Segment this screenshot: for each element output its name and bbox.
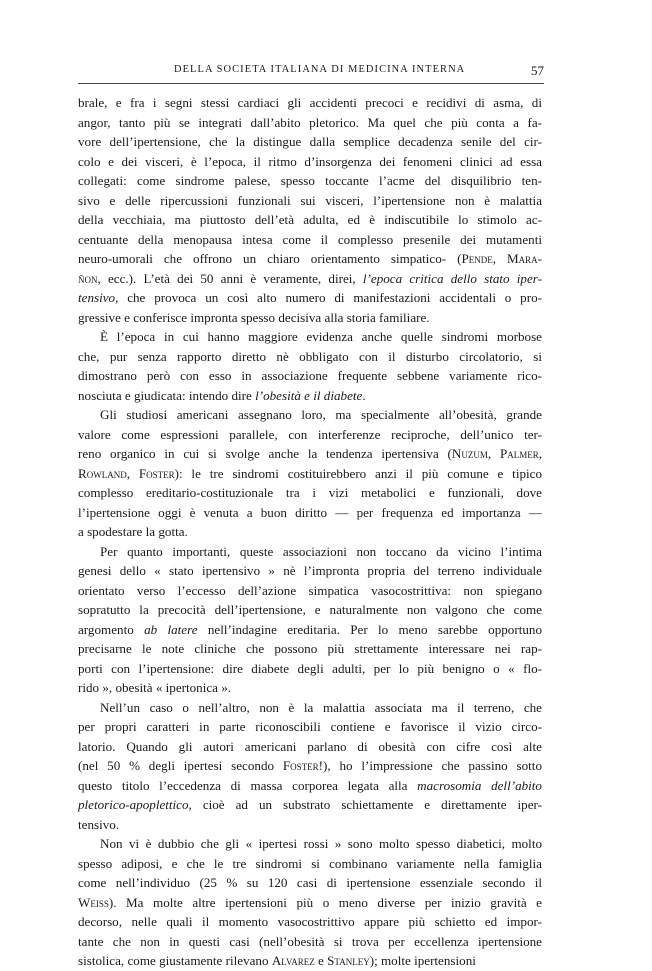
text-run: Per quanto importanti, queste associazioni non toccano da vicino l’intima <box>100 543 542 559</box>
text-run: genesi dello « stato ipertensivo » nè l’impronta propria del terreno individuale <box>78 563 542 578</box>
text-line <box>78 912 542 932</box>
text-line <box>78 873 542 893</box>
text-run: nosciuta e giudicata: intendo dire <box>78 387 256 403</box>
author-name: Foster <box>138 465 175 481</box>
text-line <box>78 366 542 386</box>
body-text <box>78 93 542 971</box>
text-run: ): le tre sindromi costituirebbero anzi il più comune e tipico <box>174 465 543 481</box>
text-line <box>78 249 542 269</box>
text-run: centuante della menopausa intesa come il complesso presenile dei mutamenti <box>78 231 542 247</box>
text-run: vore dell’ipertensione, che la distingue dalla semplice decadenza senile del cir- <box>78 134 542 149</box>
text-line <box>78 678 542 698</box>
text-line <box>78 659 542 679</box>
author-name: Palmer <box>499 446 539 461</box>
italic-text: l’obesità e il diabete <box>255 387 363 403</box>
text-line <box>78 620 542 640</box>
author-name: Pende, Mara- <box>461 251 542 266</box>
header-rule <box>78 83 544 84</box>
text-run: Nell’un caso o nell’altro, non è la malattia associata ma il terreno, che <box>100 699 542 715</box>
author-name: Stanley <box>327 953 370 968</box>
text-run: valore come espressioni parallele, con interferenze reciproche, dell’unico ter- <box>78 426 542 442</box>
text-run: dimostrano però con esso in associazione frequente sebbene variamente rico- <box>78 368 542 383</box>
text-run: tante che non in questi casi (nell’obesità si trova per eccellenza ipertensione <box>78 933 542 949</box>
page-number: 57 <box>531 63 544 78</box>
paragraph <box>78 834 542 971</box>
text-run: Gli studiosi americani assegnano loro, ma specialmente all’obesità, grande <box>100 407 542 422</box>
text-line <box>78 542 542 562</box>
text-run: a spodestare la gotta. <box>78 524 188 539</box>
text-run: (nel 50 % degli ipertesi secondo <box>78 758 283 773</box>
author-name: Weiss <box>78 894 109 910</box>
text-line <box>78 425 542 445</box>
text-run: , ecc.). L’età dei 50 anni è veramente, direi, <box>97 270 363 286</box>
text-run: È l’epoca in cui hanno maggiore evidenza anche quelle sindromi morbose <box>100 329 542 344</box>
text-run: collegati: come sindrome palese, spesso toccante l’acme del disquilibrio ten- <box>78 173 542 188</box>
text-run: latorio. Quando gli autori americani parlano di obesità con cifre così alte <box>78 738 542 754</box>
text-run: . <box>362 387 366 403</box>
text-run: rido », obesità « ipertonica ». <box>78 680 232 695</box>
text-run: , cioè ad un substrato schiettamente e direttamente iper- <box>188 797 542 812</box>
paragraph <box>78 542 542 698</box>
paragraph <box>78 698 542 835</box>
text-line <box>78 717 542 737</box>
text-line <box>78 152 542 172</box>
text-run: , che provoca un così alto numero di manifestazioni accidentali o pro- <box>115 290 542 305</box>
text-run: spesso adiposi, e che le tre sindromi si combinano variamente nella famiglia <box>78 855 542 871</box>
text-line <box>78 113 542 133</box>
text-line <box>78 581 542 601</box>
text-run: come nell’individuo (25 % su 120 casi di ipertensione essenziale secondo il <box>78 875 542 890</box>
text-line <box>78 308 542 328</box>
text-line <box>78 756 542 776</box>
author-name: Alvarez <box>271 953 315 968</box>
text-line <box>78 561 542 581</box>
text-run: l’ipertensione oggi è venuta a buon diritto — per frequenza ed importanza — <box>78 504 542 520</box>
text-line <box>78 386 542 406</box>
author-name: ñon <box>78 270 98 286</box>
text-line <box>78 815 542 835</box>
text-run: reno organico in cui si svolge anche la tendenza ipertensiva ( <box>78 446 452 461</box>
text-line <box>78 600 542 620</box>
text-run: , <box>126 465 139 481</box>
text-line <box>78 191 542 211</box>
italic-text: tensivo <box>78 290 116 305</box>
paragraph <box>78 93 542 327</box>
text-run: per propri caratteri in parte riconoscibili contiene e favorisce il vizio circo- <box>78 719 542 734</box>
text-line <box>78 347 542 367</box>
text-line <box>78 503 542 523</box>
text-line <box>78 288 542 308</box>
text-line <box>78 834 542 854</box>
text-run: colo e dei visceri, è l’epoca, il ritmo d’insorgenza dei fenomeni clinici ad essa <box>78 153 542 169</box>
text-run: ); molte ipertensioni <box>369 953 476 968</box>
text-line <box>78 522 542 542</box>
text-run: tensivo. <box>78 816 120 832</box>
text-run: , <box>538 446 543 461</box>
text-line <box>78 93 542 113</box>
text-run: angor, tanto più se integrati dall’abito pletorico. Ma quel che più conta a fa- <box>78 114 542 130</box>
text-run: ). Ma molte altre ipertensioni più o meno diverse per inizio gravità e <box>108 894 542 910</box>
text-line <box>78 698 542 718</box>
italic-text: macrosomia dell’abito <box>417 777 542 793</box>
paragraph <box>78 405 542 542</box>
text-line <box>78 210 542 230</box>
italic-text: l’epoca critica dello stato iper- <box>362 270 542 286</box>
text-line <box>78 405 542 425</box>
text-line <box>78 230 542 250</box>
text-run: porti con l’ipertensione: dire diabete degli adulti, per lo più benigno o « flo- <box>78 660 542 676</box>
text-line <box>78 464 542 484</box>
text-line <box>78 444 542 464</box>
author-name: Nuzum <box>451 446 488 461</box>
text-run: , <box>487 446 500 461</box>
author-name: Foster <box>282 758 319 773</box>
text-run: complesso ereditario-costituzionale tra i vizi metabolici e funzionali, dove <box>78 485 542 500</box>
text-run: che, pur senza rapporto diretto nè obbligato con il disturbo circolatorio, si <box>78 348 542 364</box>
text-run: brale, e fra i segni stessi cardiaci gli accidenti precoci e recidivi di asma, di <box>78 95 542 110</box>
text-run: precisarne le note cliniche che possono più strettamente interessare nei rap- <box>78 641 542 656</box>
text-run: della vecchiaia, ma piuttosto dell’età adulta, ed è indiscutibile lo stimolo ac- <box>78 212 542 227</box>
text-run: sistolica, come giustamente rilevano <box>78 953 272 968</box>
text-run: !), ho l’impressione che passino sotto <box>318 758 542 773</box>
text-line <box>78 737 542 757</box>
text-line <box>78 854 542 874</box>
text-run: orientato verso l’eccesso dell’azione simpatica vasocostrittiva: non spiegano <box>78 582 542 598</box>
text-run: sopratutto la precocità dell’ipertensione, e naturalmente non valgono che come <box>78 602 542 617</box>
author-name: Rowland <box>78 465 127 481</box>
text-run: gressive e conferisce impronta spesso decisiva alla storia familiare. <box>78 309 430 325</box>
italic-text: pletorico-apoplettico <box>78 797 189 812</box>
text-line <box>78 171 542 191</box>
paragraph <box>78 327 542 405</box>
text-run: Non vi è dubbio che gli « ipertesi rossi » sono molto spesso diabetici, molto <box>100 836 542 851</box>
italic-text: ab latere <box>144 621 198 637</box>
text-run: neuro-umorali che offrono un chiaro orientamento simpatico- ( <box>78 251 462 266</box>
text-run: sivo e delle ripercussioni funzionali sui visceri, l’ipertensione non è malattia <box>78 192 542 208</box>
text-line <box>78 327 542 347</box>
running-head <box>78 64 544 82</box>
text-line <box>78 795 542 815</box>
text-line <box>78 269 542 289</box>
text-line <box>78 132 542 152</box>
text-run: argomento <box>78 621 145 637</box>
running-title: DELLA SOCIETA ITALIANA DI MEDICINA INTERNA <box>174 64 466 75</box>
text-line <box>78 776 542 796</box>
text-line <box>78 893 542 913</box>
text-line <box>78 483 542 503</box>
text-line <box>78 932 542 952</box>
text-line <box>78 951 542 971</box>
text-run: nell’indagine ereditaria. Per lo meno sarebbe opportuno <box>197 621 542 637</box>
text-line <box>78 639 542 659</box>
text-run: e <box>314 953 328 968</box>
text-run: questo titolo l’eccedenza di massa corporea legata alla <box>78 777 418 793</box>
text-run: decorso, nelle quali il momento vasocostrittivo appare più schietto ed impor- <box>78 914 542 929</box>
